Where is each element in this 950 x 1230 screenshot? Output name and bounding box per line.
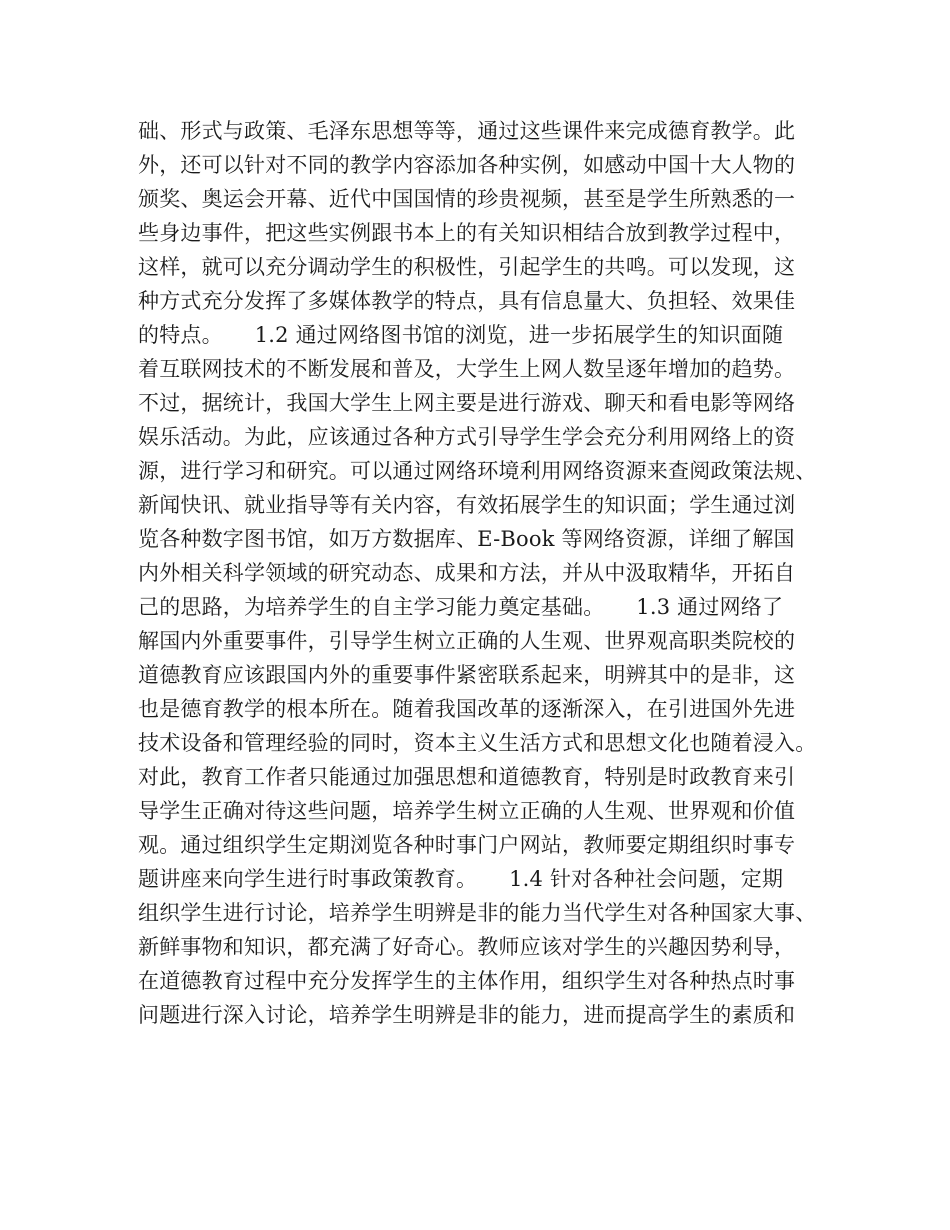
text-line: 颁奖、奥运会开幕、近代中国国情的珍贵视频，甚至是学生所熟悉的一 bbox=[138, 187, 796, 211]
text-line: 观。通过组织学生定期浏览各种时事门户网站，教师要定期组织时事专 bbox=[138, 833, 796, 857]
text-line: 己的思路，为培养学生的自主学习能力奠定基础。 1.3 通过网络了 bbox=[138, 595, 784, 619]
text-line: 新鲜事物和知识，都充满了好奇心。教师应该对学生的兴趣因势利导， bbox=[138, 935, 796, 959]
text-line: 技术设备和管理经验的同时，资本主义生活方式和思想文化也随着浸入。 bbox=[138, 731, 817, 755]
text-line: 览各种数字图书馆，如万方数据库、E-Book 等网络资源，详细了解国 bbox=[138, 527, 795, 551]
text-line: 也是德育教学的根本所在。随着我国改革的逐渐深入，在引进国外先进 bbox=[138, 697, 796, 721]
text-line: 娱乐活动。为此，应该通过各种方式引导学生学会充分利用网络上的资 bbox=[138, 425, 796, 449]
text-line: 源，进行学习和研究。可以通过网络环境利用网络资源来查阅政策法规、 bbox=[138, 459, 817, 483]
text-line: 道德教育应该跟国内外的重要事件紧密联系起来，明辨其中的是非，这 bbox=[138, 663, 796, 687]
text-line: 着互联网技术的不断发展和普及，大学生上网人数呈逐年增加的趋势。 bbox=[138, 357, 796, 381]
text-line: 在道德教育过程中充分发挥学生的主体作用，组织学生对各种热点时事 bbox=[138, 969, 796, 993]
text-line: 组织学生进行讨论，培养学生明辨是非的能力当代学生对各种国家大事、 bbox=[138, 901, 817, 925]
body-text bbox=[138, 114, 828, 1032]
text-line: 导学生正确对待这些问题，培养学生树立正确的人生观、世界观和价值 bbox=[138, 799, 796, 823]
text-line: 础、形式与政策、毛泽东思想等等，通过这些课件来完成德育教学。此 bbox=[138, 119, 796, 143]
text-line: 外，还可以针对不同的教学内容添加各种实例，如感动中国十大人物的 bbox=[138, 153, 796, 177]
text-line: 些身边事件，把这些实例跟书本上的有关知识相结合放到教学过程中， bbox=[138, 221, 796, 245]
text-line: 内外相关科学领域的研究动态、成果和方法，并从中汲取精华，开拓自 bbox=[138, 561, 796, 585]
text-line: 对此，教育工作者只能通过加强思想和道德教育，特别是时政教育来引 bbox=[138, 765, 796, 789]
text-line: 题讲座来向学生进行时事政策教育。 1.4 针对各种社会问题，定期 bbox=[138, 867, 784, 891]
text-line: 解国内外重要事件，引导学生树立正确的人生观、世界观高职类院校的 bbox=[138, 629, 796, 653]
text-line: 新闻快讯、就业指导等有关内容，有效拓展学生的知识面；学生通过浏 bbox=[138, 493, 796, 517]
text-line: 这样，就可以充分调动学生的积极性，引起学生的共鸣。可以发现，这 bbox=[138, 255, 796, 279]
text-line: 不过，据统计，我国大学生上网主要是进行游戏、聊天和看电影等网络 bbox=[138, 391, 796, 415]
text-line: 的特点。 1.2 通过网络图书馆的浏览，进一步拓展学生的知识面随 bbox=[138, 323, 784, 347]
text-line: 种方式充分发挥了多媒体教学的特点，具有信息量大、负担轻、效果佳 bbox=[138, 289, 796, 313]
text-line: 问题进行深入讨论，培养学生明辨是非的能力，进而提高学生的素质和 bbox=[138, 1003, 796, 1027]
